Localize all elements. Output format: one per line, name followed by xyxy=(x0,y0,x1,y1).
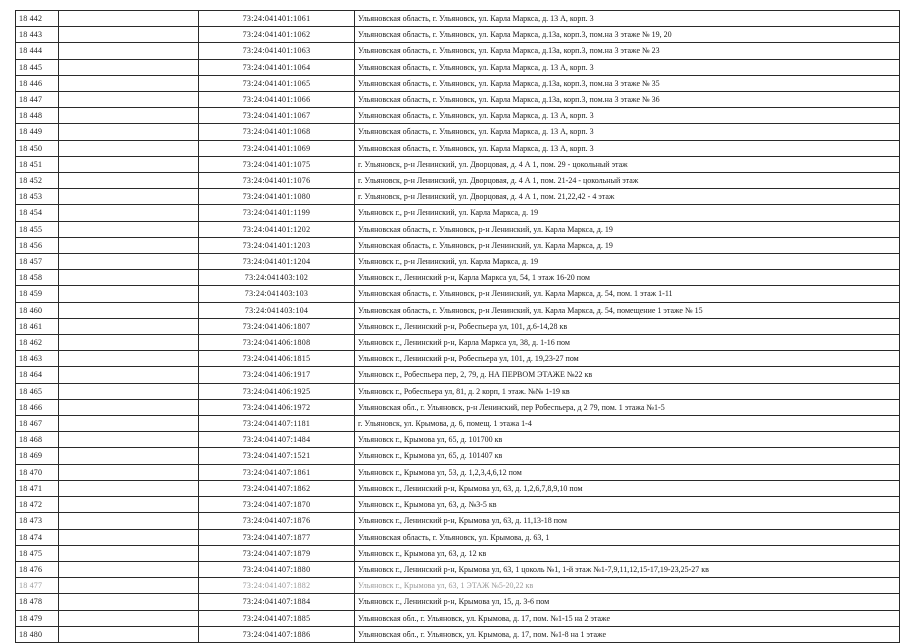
row-number-cell: 18 460 xyxy=(16,302,59,318)
cadastral-number-cell: 73:24:041403:102 xyxy=(199,270,355,286)
row-number-cell: 18 461 xyxy=(16,318,59,334)
empty-cell xyxy=(59,156,199,172)
address-cell: Ульяновская область, г. Ульяновск, р-н Ленинский, ул. Карла Маркса, д. 54, помещение 1 этаже № 15 xyxy=(355,302,900,318)
table-row xyxy=(16,383,900,399)
row-number-cell: 18 457 xyxy=(16,254,59,270)
table-row xyxy=(16,399,900,415)
empty-cell xyxy=(59,173,199,189)
row-number-cell: 18 475 xyxy=(16,545,59,561)
address-cell: Ульяновск г., Ленинский р-н, Карла Маркса ул, 38, д. 1-16 пом xyxy=(355,335,900,351)
empty-cell xyxy=(59,237,199,253)
cadastral-number-cell: 73:24:041407:1862 xyxy=(199,480,355,496)
address-cell: Ульяновская область, г. Ульяновск, ул. Карла Маркса, д. 13 А, корп. 3 xyxy=(355,140,900,156)
empty-cell xyxy=(59,351,199,367)
table-row xyxy=(16,43,900,59)
empty-cell xyxy=(59,11,199,27)
address-cell: г. Ульяновск, р-н Ленинский, ул. Дворцовая, д. 4 А 1, пом. 21-24 - цокольный этаж xyxy=(355,173,900,189)
table-row xyxy=(16,432,900,448)
row-number-cell: 18 467 xyxy=(16,416,59,432)
table-row xyxy=(16,92,900,108)
table-row xyxy=(16,11,900,27)
empty-cell xyxy=(59,140,199,156)
cadastral-number-cell: 73:24:041403:103 xyxy=(199,286,355,302)
empty-cell xyxy=(59,189,199,205)
cadastral-number-cell: 73:24:041401:1063 xyxy=(199,43,355,59)
empty-cell xyxy=(59,545,199,561)
table-row xyxy=(16,561,900,577)
address-cell: Ульяновская область, г. Ульяновск, ул. Карла Маркса, д.13а, корп.3, пом.на 3 этаже № 19, 20 xyxy=(355,27,900,43)
address-cell: г. Ульяновск, ул. Крымова, д. 6, помещ. 1 этажа 1-4 xyxy=(355,416,900,432)
row-number-cell: 18 454 xyxy=(16,205,59,221)
empty-cell xyxy=(59,205,199,221)
row-number-cell: 18 471 xyxy=(16,480,59,496)
cadastral-number-cell: 73:24:041401:1067 xyxy=(199,108,355,124)
address-cell: г. Ульяновск, р-н Ленинский, ул. Дворцовая, д. 4 А 1, пом. 29 - цокольный этаж xyxy=(355,156,900,172)
cadastral-number-cell: 73:24:041401:1202 xyxy=(199,221,355,237)
cadastral-number-cell: 73:24:041401:1066 xyxy=(199,92,355,108)
empty-cell xyxy=(59,610,199,626)
row-number-cell: 18 470 xyxy=(16,464,59,480)
row-number-cell: 18 468 xyxy=(16,432,59,448)
address-cell: Ульяновск г., Крымова ул, 63, д. 12 кв xyxy=(355,545,900,561)
cadastral-number-cell: 73:24:041401:1204 xyxy=(199,254,355,270)
table-row xyxy=(16,75,900,91)
row-number-cell: 18 458 xyxy=(16,270,59,286)
cadastral-number-cell: 73:24:041403:104 xyxy=(199,302,355,318)
table-row xyxy=(16,59,900,75)
empty-cell xyxy=(59,124,199,140)
cadastral-number-cell: 73:24:041401:1065 xyxy=(199,75,355,91)
address-cell: Ульяновская область, г. Ульяновск, р-н Ленинский, ул. Карла Маркса, д. 54, пом. 1 этаж 1-11 xyxy=(355,286,900,302)
address-cell: Ульяновская область, г. Ульяновск, р-н Ленинский, ул. Карла Маркса, д. 19 xyxy=(355,221,900,237)
address-cell: Ульяновск г., Ленинский р-н, Крымова ул, 15, д. 3-6 пом xyxy=(355,594,900,610)
address-cell: Ульяновская область, г. Ульяновск, ул. Карла Маркса, д. 13 А, корп. 3 xyxy=(355,124,900,140)
address-cell: Ульяновская область, г. Ульяновск, ул. Карла Маркса, д. 13 А, корп. 3 xyxy=(355,108,900,124)
cadastral-number-cell: 73:24:041401:1064 xyxy=(199,59,355,75)
cadastral-number-cell: 73:24:041407:1521 xyxy=(199,448,355,464)
empty-cell xyxy=(59,464,199,480)
cadastral-number-cell: 73:24:041407:1880 xyxy=(199,561,355,577)
row-number-cell: 18 480 xyxy=(16,626,59,642)
address-cell: Ульяновск г., Крымова ул, 65, д. 101407 кв xyxy=(355,448,900,464)
empty-cell xyxy=(59,43,199,59)
address-cell: Ульяновская область, г. Ульяновск, ул. Карла Маркса, д.13а, корп.3, пом.на 3 этаже № 36 xyxy=(355,92,900,108)
table-row xyxy=(16,578,900,594)
table-row xyxy=(16,529,900,545)
row-number-cell: 18 455 xyxy=(16,221,59,237)
table-row xyxy=(16,335,900,351)
empty-cell xyxy=(59,432,199,448)
cadastral-number-cell: 73:24:041401:1203 xyxy=(199,237,355,253)
cadastral-number-cell: 73:24:041407:1886 xyxy=(199,626,355,642)
address-cell: Ульяновск г., Робеспьера ул, 81, д. 2 корп, 1 этаж. №№ 1-19 кв xyxy=(355,383,900,399)
address-cell: Ульяновск г., р-н Ленинский, ул. Карла Маркса, д. 19 xyxy=(355,205,900,221)
table-row xyxy=(16,594,900,610)
row-number-cell: 18 466 xyxy=(16,399,59,415)
table-row xyxy=(16,513,900,529)
cadastral-number-cell: 73:24:041407:1879 xyxy=(199,545,355,561)
row-number-cell: 18 442 xyxy=(16,11,59,27)
table-row xyxy=(16,254,900,270)
table-row xyxy=(16,480,900,496)
empty-cell xyxy=(59,254,199,270)
empty-cell xyxy=(59,302,199,318)
row-number-cell: 18 473 xyxy=(16,513,59,529)
table-row xyxy=(16,140,900,156)
table-row xyxy=(16,108,900,124)
cadastral-number-cell: 73:24:041407:1885 xyxy=(199,610,355,626)
row-number-cell: 18 450 xyxy=(16,140,59,156)
cadastral-number-cell: 73:24:041407:1870 xyxy=(199,497,355,513)
empty-cell xyxy=(59,480,199,496)
row-number-cell: 18 464 xyxy=(16,367,59,383)
cadastral-number-cell: 73:24:041406:1808 xyxy=(199,335,355,351)
cadastral-number-cell: 73:24:041407:1181 xyxy=(199,416,355,432)
empty-cell xyxy=(59,59,199,75)
empty-cell xyxy=(59,513,199,529)
table-row xyxy=(16,27,900,43)
empty-cell xyxy=(59,286,199,302)
address-cell: Ульяновск г., Ленинский р-н, Крымова ул, 63, д. 11,13-18 пом xyxy=(355,513,900,529)
address-cell: Ульяновская область, г. Ульяновск, ул. Карла Маркса, д.13а, корп.3, пом.на 3 этаже № 35 xyxy=(355,75,900,91)
cadastral-number-cell: 73:24:041401:1061 xyxy=(199,11,355,27)
cadastral-number-cell: 73:24:041401:1068 xyxy=(199,124,355,140)
row-number-cell: 18 445 xyxy=(16,59,59,75)
cadastral-number-cell: 73:24:041401:1080 xyxy=(199,189,355,205)
empty-cell xyxy=(59,399,199,415)
empty-cell xyxy=(59,270,199,286)
table-row xyxy=(16,416,900,432)
table-row xyxy=(16,270,900,286)
cadastral-number-cell: 73:24:041407:1877 xyxy=(199,529,355,545)
empty-cell xyxy=(59,27,199,43)
row-number-cell: 18 472 xyxy=(16,497,59,513)
table-row xyxy=(16,286,900,302)
row-number-cell: 18 459 xyxy=(16,286,59,302)
table-row xyxy=(16,189,900,205)
row-number-cell: 18 465 xyxy=(16,383,59,399)
table-row xyxy=(16,205,900,221)
address-cell: Ульяновская область, г. Ульяновск, р-н Ленинский, ул. Карла Маркса, д. 19 xyxy=(355,237,900,253)
address-cell: Ульяновск г., Крымова ул, 63, д. №3-5 кв xyxy=(355,497,900,513)
row-number-cell: 18 477 xyxy=(16,578,59,594)
row-number-cell: 18 447 xyxy=(16,92,59,108)
table-row xyxy=(16,318,900,334)
empty-cell xyxy=(59,221,199,237)
registry-table xyxy=(15,10,900,643)
row-number-cell: 18 452 xyxy=(16,173,59,189)
empty-cell xyxy=(59,561,199,577)
address-cell: Ульяновск г., Крымова ул, 63, 1 ЭТАЖ №5-20,22 кв xyxy=(355,578,900,594)
empty-cell xyxy=(59,594,199,610)
cadastral-number-cell: 73:24:041401:1076 xyxy=(199,173,355,189)
address-cell: Ульяновская область, г. Ульяновск, ул. Крымова, д. 63, 1 xyxy=(355,529,900,545)
empty-cell xyxy=(59,383,199,399)
row-number-cell: 18 444 xyxy=(16,43,59,59)
table-row xyxy=(16,221,900,237)
empty-cell xyxy=(59,108,199,124)
cadastral-number-cell: 73:24:041407:1484 xyxy=(199,432,355,448)
empty-cell xyxy=(59,578,199,594)
table-row xyxy=(16,367,900,383)
address-cell: г. Ульяновск, р-н Ленинский, ул. Дворцовая, д. 4 А 1, пом. 21,22,42 - 4 этаж xyxy=(355,189,900,205)
row-number-cell: 18 448 xyxy=(16,108,59,124)
row-number-cell: 18 449 xyxy=(16,124,59,140)
empty-cell xyxy=(59,75,199,91)
table-row xyxy=(16,237,900,253)
row-number-cell: 18 446 xyxy=(16,75,59,91)
address-cell: Ульяновская область, г. Ульяновск, ул. Карла Маркса, д. 13 А, корп. 3 xyxy=(355,11,900,27)
address-cell: Ульяновск г., Ленинский р-н, Крымова ул, 63, д. 1,2,6,7,8,9,10 пом xyxy=(355,480,900,496)
empty-cell xyxy=(59,367,199,383)
row-number-cell: 18 453 xyxy=(16,189,59,205)
empty-cell xyxy=(59,497,199,513)
empty-cell xyxy=(59,92,199,108)
row-number-cell: 18 451 xyxy=(16,156,59,172)
empty-cell xyxy=(59,318,199,334)
registry-table-body xyxy=(16,11,900,643)
address-cell: Ульяновск г., Робеспьера пер, 2, 79, д. НА ПЕРВОМ ЭТАЖЕ №22 кв xyxy=(355,367,900,383)
row-number-cell: 18 474 xyxy=(16,529,59,545)
cadastral-number-cell: 73:24:041401:1062 xyxy=(199,27,355,43)
table-row xyxy=(16,124,900,140)
address-cell: Ульяновск г., Крымова ул, 65, д. 101700 кв xyxy=(355,432,900,448)
cadastral-number-cell: 73:24:041401:1069 xyxy=(199,140,355,156)
row-number-cell: 18 479 xyxy=(16,610,59,626)
cadastral-number-cell: 73:24:041406:1972 xyxy=(199,399,355,415)
cadastral-number-cell: 73:24:041406:1917 xyxy=(199,367,355,383)
table-row xyxy=(16,156,900,172)
table-row xyxy=(16,302,900,318)
address-cell: Ульяновск г., Крымова ул, 53, д. 1,2,3,4,6,12 пом xyxy=(355,464,900,480)
address-cell: Ульяновск г., р-н Ленинский, ул. Карла Маркса, д. 19 xyxy=(355,254,900,270)
cadastral-number-cell: 73:24:041407:1876 xyxy=(199,513,355,529)
cadastral-number-cell: 73:24:041407:1861 xyxy=(199,464,355,480)
address-cell: Ульяновск г., Ленинский р-н, Карла Маркса ул, 54, 1 этаж 16-20 пом xyxy=(355,270,900,286)
address-cell: Ульяновская область, г. Ульяновск, ул. Карла Маркса, д. 13 А, корп. 3 xyxy=(355,59,900,75)
address-cell: Ульяновск г., Ленинский р-н, Робеспьера ул, 101, д.6-14,28 кв xyxy=(355,318,900,334)
cadastral-number-cell: 73:24:041406:1807 xyxy=(199,318,355,334)
address-cell: Ульяновская обл., г. Ульяновск, ул. Крымова, д. 17, пом. №1-8 на 1 этаже xyxy=(355,626,900,642)
empty-cell xyxy=(59,416,199,432)
table-row xyxy=(16,610,900,626)
address-cell: Ульяновская обл., г. Ульяновск, ул. Крымова, д. 17, пом. №1-15 на 2 этаже xyxy=(355,610,900,626)
table-row xyxy=(16,545,900,561)
table-row xyxy=(16,448,900,464)
table-row xyxy=(16,497,900,513)
row-number-cell: 18 462 xyxy=(16,335,59,351)
address-cell: Ульяновская обл., г. Ульяновск, р-н Ленинский, пер Робеспьера, д 2 79, пом. 1 этажа №1-5 xyxy=(355,399,900,415)
address-cell: Ульяновск г., Ленинский р-н, Робеспьера ул, 101, д. 19,23-27 пом xyxy=(355,351,900,367)
cadastral-number-cell: 73:24:041406:1925 xyxy=(199,383,355,399)
row-number-cell: 18 456 xyxy=(16,237,59,253)
empty-cell xyxy=(59,335,199,351)
cadastral-number-cell: 73:24:041401:1199 xyxy=(199,205,355,221)
table-row xyxy=(16,351,900,367)
cadastral-number-cell: 73:24:041406:1815 xyxy=(199,351,355,367)
table-row xyxy=(16,173,900,189)
cadastral-number-cell: 73:24:041401:1075 xyxy=(199,156,355,172)
row-number-cell: 18 476 xyxy=(16,561,59,577)
empty-cell xyxy=(59,529,199,545)
cadastral-number-cell: 73:24:041407:1882 xyxy=(199,578,355,594)
address-cell: Ульяновская область, г. Ульяновск, ул. Карла Маркса, д.13а, корп.3, пом.на 3 этаже № 23 xyxy=(355,43,900,59)
table-row xyxy=(16,464,900,480)
row-number-cell: 18 478 xyxy=(16,594,59,610)
cadastral-number-cell: 73:24:041407:1884 xyxy=(199,594,355,610)
empty-cell xyxy=(59,448,199,464)
row-number-cell: 18 463 xyxy=(16,351,59,367)
row-number-cell: 18 469 xyxy=(16,448,59,464)
address-cell: Ульяновск г., Ленинский р-н, Крымова ул, 63, 1 цоколь №1, 1-й этаж №1-7,9,11,12,15-17,19-23,25-27 кв xyxy=(355,561,900,577)
row-number-cell: 18 443 xyxy=(16,27,59,43)
